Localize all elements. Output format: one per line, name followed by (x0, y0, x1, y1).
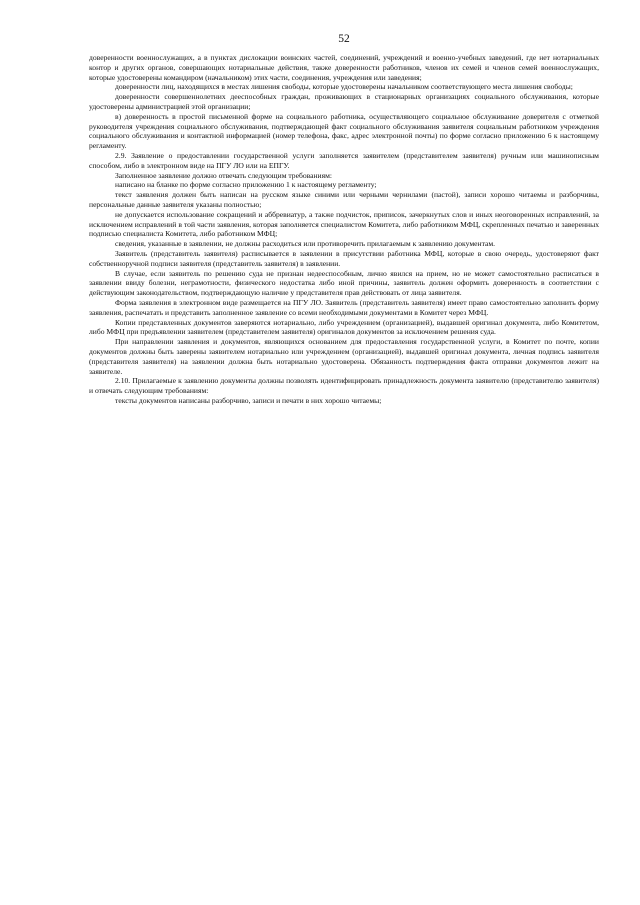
paragraph: Заявитель (представитель заявителя) расписывается в заявлении в присутствии работника МФЦ, которые в свою очередь, удостоверяют факт собственноручной подписи заявителя (представитель заявителя) в заявлении. (89, 248, 599, 268)
paragraph: написано на бланке по форме согласно приложению 1 к настоящему регламенту; (115, 180, 377, 190)
paragraph: Заполненное заявление должно отвечать следующим требованиям: (115, 170, 333, 180)
paragraph: 2.9. Заявление о предоставлении государственной услуги заполняется заявителем (представителем заявителя) ручным или машинописным способом, либо в электронном виде на ПГУ ЛО или на ЕПГУ. (89, 150, 599, 170)
body-text (89, 53, 599, 406)
paragraph: Форма заявления в электронном виде размещается на ПГУ ЛО. Заявитель (представитель заявителя) имеет право самостоятельно заполнить форму заявления, распечатать и представить заполненное заявление со всеми необходимыми документами в Комитет через МФЦ. (89, 297, 599, 317)
paragraph: доверенности военнослужащих, а в пунктах дислокации воинских частей, соединений, учреждений и военно-учебных заведений, где нет нотариальных контор и других органов, совершающих нотариальные действия, также доверенности работников, членов их семей и членов семей военнослужащих, которые удостоверены командиром (начальником) этих части, соединения, учреждения или заведения; (89, 53, 599, 82)
paragraph: тексты документов написаны разборчиво, записи и печати в них хорошо читаемы; (115, 395, 382, 405)
paragraph: в) доверенность в простой письменной форме на социального работника, осуществляющего социальное обслуживание доверителя с отметкой руководителя учреждения социального обслуживания, подтверждающей факт социального обслуживания заявителя социальным работником учреждения социального обслуживания и контактной информацией (номер телефона, факс, адрес электронной почты) по форме согласно приложению 6 к настоящему регламенту. (89, 111, 599, 151)
paragraph: Копии представленных документов заверяются нотариально, либо учреждением (организацией), выдавшей оригинал документа, либо Комитетом, либо МФЦ при предъявлении заявителем (представителем заявителя) оригиналов документов за исключением решения суда. (89, 317, 599, 337)
paragraph: доверенности лиц, находящихся в местах лишения свободы, которые удостоверены начальником соответствующего места лишения свободы; (115, 82, 573, 92)
paragraph: текст заявления должен быть написан на русском языке синими или черными чернилами (пастой), записи хорошо читаемы и разборчивы, персональные данные заявителя указаны полностью; (89, 190, 599, 209)
page-number: 52 (338, 33, 350, 45)
paragraph: 2.10. Прилагаемые к заявлению документы должны позволять идентифицировать принадлежность документа заявителю (представителю заявителя) и отвечать следующим требованиям: (89, 376, 599, 396)
paragraph: не допускается использование сокращений и аббревиатур, а также подчисток, приписок, зачеркнутых слов и иных неоговоренных исправлений, за исключением исправлений в той части заявления, которая заполняется специалистом Комитета, либо работником МФЦ, скрепленных печатью и заверенных подписью специалиста Комитета, либо работником МФЦ; (89, 209, 599, 239)
paragraph: При направлении заявления и документов, являющихся основанием для предоставления государственной услуги, в Комитет по почте, копии документов должны быть заверены заявителем нотариально или учреждением (организацией), выдавшей оригинал документа, личная подпись заявителя (представителя заявителя) на заявлении должна быть нотариально удостоверена. Обязанность подтверждения факта отправки документов лежит на заявителе. (89, 337, 599, 376)
paragraph: доверенности совершеннолетних дееспособных граждан, проживающих в стационарных организациях социального обслуживания, которые удостоверены администрацией этой организации; (89, 92, 599, 111)
paragraph: сведения, указанные в заявлении, не должны расходиться или противоречить прилагаемым к заявлению документам. (115, 239, 496, 249)
paragraph: В случае, если заявитель по решению суда не признан недееспособным, лично явился на прием, но не может самостоятельно расписаться в заявлении ввиду болезни, неграмотности, физического недостатка либо иной причины, заявитель должен оформить доверенность в соответствии с действующим законодательством, подтверждающую наличие у представителя прав действовать от лица заявителя. (89, 268, 599, 298)
